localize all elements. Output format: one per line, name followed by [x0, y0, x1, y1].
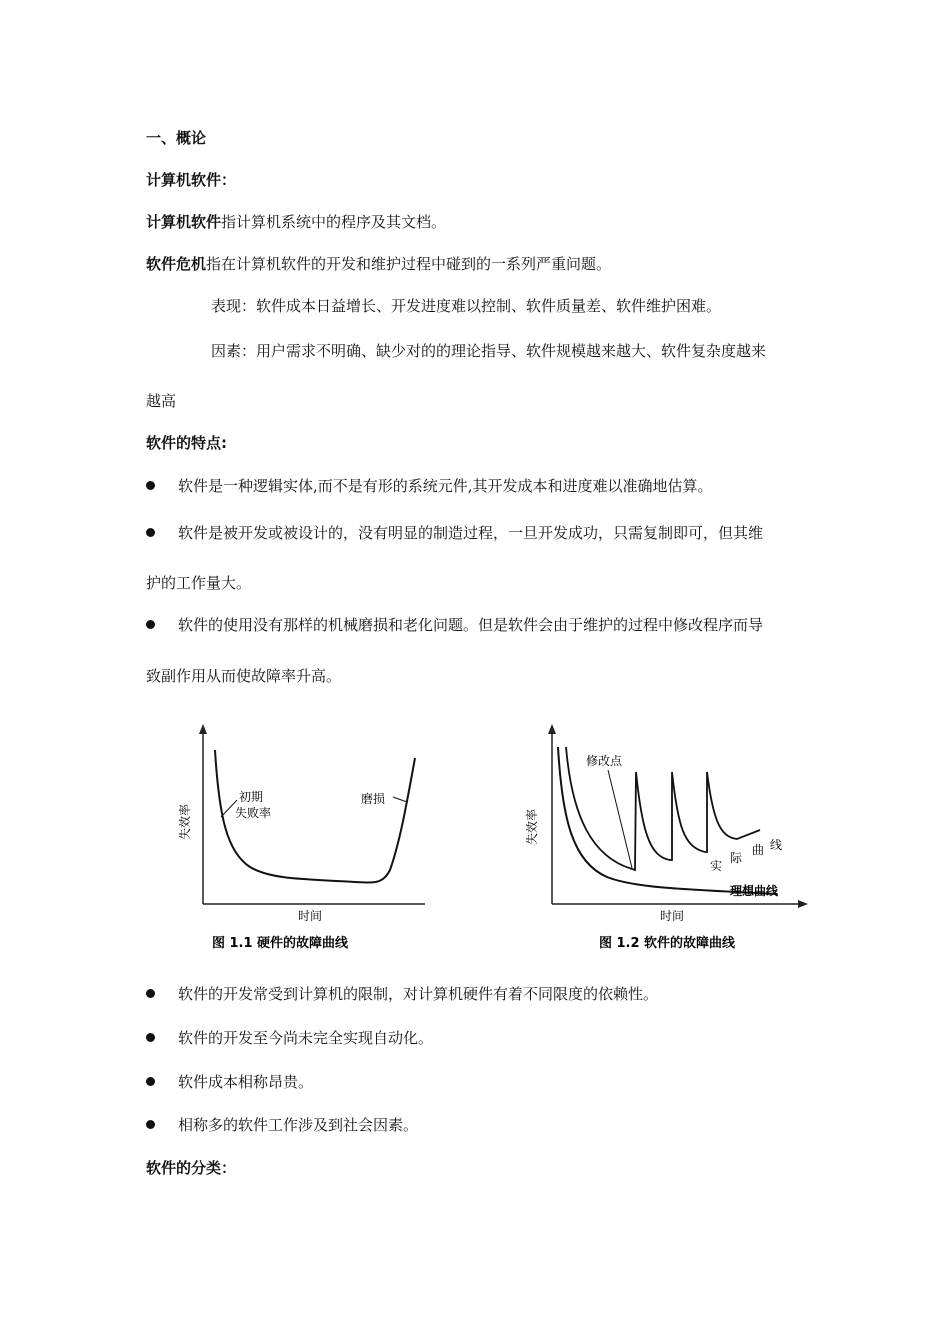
definition-crisis-text: 指在计算机软件的开发和维护过程中碰到的一系列严重问题。 — [206, 255, 612, 273]
heading-overview: 一、概论 — [146, 129, 207, 147]
term-software: 计算机软件 — [146, 213, 222, 231]
definition-crisis — [146, 254, 611, 274]
leader-wear — [393, 797, 407, 802]
bullet-icon — [146, 528, 155, 537]
label-modify-point: 修改点 — [585, 754, 623, 768]
bullet-icon — [146, 989, 155, 998]
x-axis-arrow-icon — [798, 900, 808, 908]
definition-software-text: 指计算机系统中的程序及其文档。 — [221, 213, 447, 231]
label-actual-2: 际 — [729, 851, 743, 865]
feature-item-5: 软件的开发至今尚未完全实现自动化。 — [178, 1029, 434, 1047]
feature-item-2-cont: 护的工作量大。 — [146, 574, 252, 592]
feature-item-3-cont: 致副作用从而使故障率升高。 — [146, 667, 342, 685]
bullet-icon — [146, 620, 155, 629]
heading-classification: 软件的分类： — [146, 1159, 237, 1177]
x-axis-label: 时间 — [659, 909, 685, 923]
factors-text-2: 越高 — [146, 392, 177, 410]
factors-text-1: 因素：用户需求不明确、缺少对的的理论指导、软件规模越来越大、软件复杂度越来 — [211, 342, 767, 360]
label-actual-3: 曲 — [751, 843, 765, 857]
y-axis-arrow-icon — [199, 724, 207, 734]
bullet-icon — [146, 1077, 155, 1086]
term-crisis: 软件危机 — [146, 255, 207, 273]
y-axis-arrow-icon — [548, 724, 556, 734]
y-axis-label: 失效率 — [525, 808, 539, 846]
label-actual-4: 线 — [769, 838, 783, 852]
label-wear: 磨损 — [360, 792, 386, 806]
figure-software-failure-curve — [522, 722, 812, 957]
feature-item-7: 相称多的软件工作涉及到社会因素。 — [178, 1116, 419, 1134]
ideal-curve — [558, 747, 777, 894]
y-axis-label: 失效率 — [178, 803, 192, 841]
feature-item-3: 软件的使用没有那样的机械磨损和老化问题。但是软件会由于维护的过程中修改程序而导 — [178, 616, 764, 634]
figure1-caption: 图 1.1 硬件的故障曲线 — [211, 936, 349, 951]
heading-features: 软件的特点: — [146, 434, 227, 452]
label-early-1: 初期 — [238, 790, 264, 804]
label-actual-1: 实 — [709, 859, 723, 873]
bullet-icon — [146, 481, 155, 490]
bullet-icon — [146, 1033, 155, 1042]
bullet-icon — [146, 1120, 155, 1129]
x-axis-label: 时间 — [297, 909, 323, 923]
figure2-caption: 图 1.2 软件的故障曲线 — [598, 936, 736, 951]
definition-software — [146, 212, 446, 232]
leader-modify-point — [608, 770, 632, 868]
feature-item-1: 软件是一种逻辑实体,而不是有形的系统元件,其开发成本和进度难以准确地估算。 — [178, 477, 713, 495]
feature-item-4: 软件的开发常受到计算机的限制，对计算机硬件有着不同限度的依赖性。 — [178, 985, 659, 1003]
label-early-2: 失败率 — [234, 806, 272, 820]
label-ideal: 理想曲线 — [729, 884, 779, 898]
heading-software: 计算机软件： — [146, 171, 237, 189]
feature-item-2: 软件是被开发或被设计的，没有明显的制造过程，一旦开发成功，只需复制即可，但其维 — [178, 524, 764, 542]
feature-item-6: 软件成本相称昂贵。 — [178, 1073, 314, 1091]
symptoms-text: 表现：软件成本日益增长、开发进度难以控制、软件质量差、软件维护困难。 — [211, 297, 722, 315]
figure-hardware-failure-curve — [175, 722, 435, 957]
